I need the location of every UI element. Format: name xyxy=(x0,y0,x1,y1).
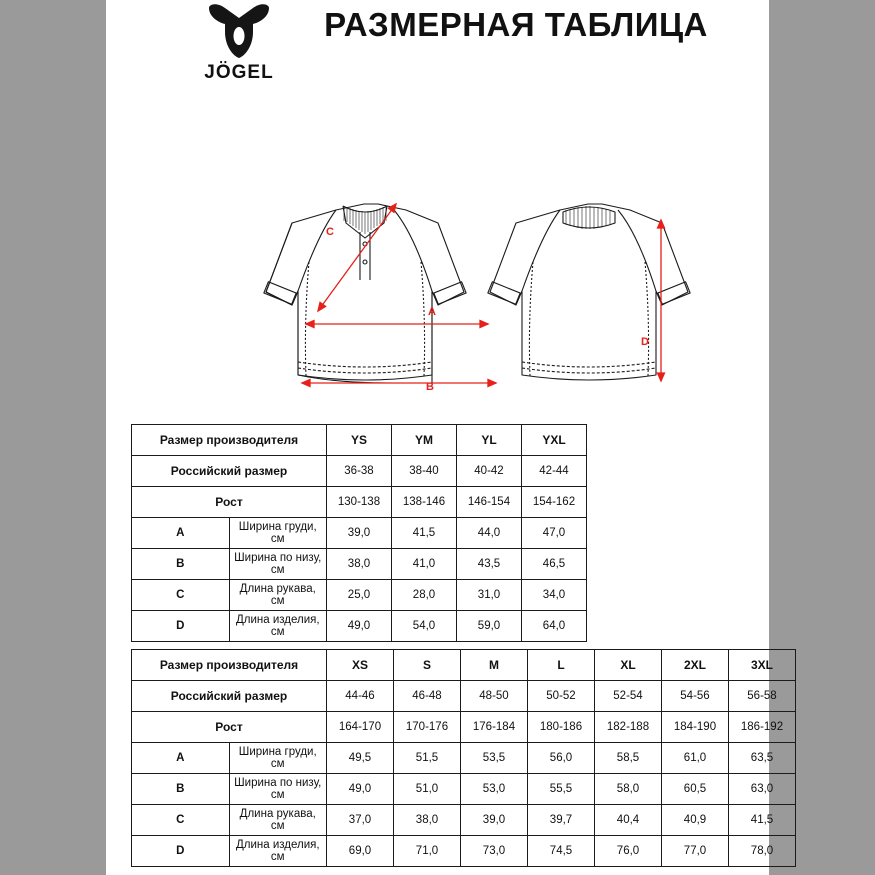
row-letter: D xyxy=(132,611,230,642)
measurement-cell: 138-146 xyxy=(392,487,457,518)
row-letter: B xyxy=(132,549,230,580)
size-table-youth xyxy=(131,424,587,642)
table-row xyxy=(132,580,587,611)
row-label: Российский размер xyxy=(132,456,327,487)
table-row xyxy=(132,743,796,774)
row-label: Ширина груди, см xyxy=(229,518,327,549)
row-label: Рост xyxy=(132,712,327,743)
measurement-cell: 47,0 xyxy=(522,518,587,549)
dimension-label-c: C xyxy=(326,226,334,238)
column-header-size: XL xyxy=(595,650,662,681)
measurement-cell: 51,5 xyxy=(394,743,461,774)
page-header xyxy=(106,0,769,92)
row-label: Ширина по низу, см xyxy=(229,774,327,805)
measurement-cell: 44,0 xyxy=(457,518,522,549)
measurement-cell: 180-186 xyxy=(528,712,595,743)
measurement-cell: 164-170 xyxy=(327,712,394,743)
row-label: Ширина груди, см xyxy=(229,743,327,774)
measurement-cell: 56-58 xyxy=(729,681,796,712)
measurement-cell: 51,0 xyxy=(394,774,461,805)
polo-shirt-diagram xyxy=(106,92,769,412)
measurement-cell: 40,9 xyxy=(662,805,729,836)
brand-wordmark: JÖGEL xyxy=(204,62,274,83)
row-letter: B xyxy=(132,774,230,805)
table-row xyxy=(132,518,587,549)
column-header-size: XS xyxy=(327,650,394,681)
column-header-size: M xyxy=(461,650,528,681)
measurement-cell: 50-52 xyxy=(528,681,595,712)
row-label: Ширина по низу, см xyxy=(229,549,327,580)
measurement-cell: 40,4 xyxy=(595,805,662,836)
table-row xyxy=(132,611,587,642)
measurement-cell: 41,5 xyxy=(392,518,457,549)
measurement-cell: 63,0 xyxy=(729,774,796,805)
column-header-size: 2XL xyxy=(662,650,729,681)
measurement-cell: 39,0 xyxy=(461,805,528,836)
table-row xyxy=(132,456,587,487)
measurement-cell: 55,5 xyxy=(528,774,595,805)
table-row xyxy=(132,712,796,743)
measurement-cell: 63,5 xyxy=(729,743,796,774)
measurement-cell: 46,5 xyxy=(522,549,587,580)
row-letter: D xyxy=(132,836,230,867)
measurement-cell: 53,0 xyxy=(461,774,528,805)
measurement-cell: 58,5 xyxy=(595,743,662,774)
row-label: Рост xyxy=(132,487,327,518)
measurement-cell: 52-54 xyxy=(595,681,662,712)
measurement-cell: 42-44 xyxy=(522,456,587,487)
dimension-label-b: B xyxy=(426,381,434,393)
measurement-cell: 74,5 xyxy=(528,836,595,867)
measurement-cell: 146-154 xyxy=(457,487,522,518)
measurement-cell: 36-38 xyxy=(327,456,392,487)
measurement-cell: 31,0 xyxy=(457,580,522,611)
measurement-cell: 41,0 xyxy=(392,549,457,580)
measurement-cell: 77,0 xyxy=(662,836,729,867)
column-header-manufacturer-size: Размер производителя xyxy=(132,425,327,456)
measurement-cell: 64,0 xyxy=(522,611,587,642)
row-letter: C xyxy=(132,580,230,611)
measurement-cell: 25,0 xyxy=(327,580,392,611)
measurement-cell: 43,5 xyxy=(457,549,522,580)
column-header-size: YXL xyxy=(522,425,587,456)
measurement-cell: 58,0 xyxy=(595,774,662,805)
measurement-cell: 49,0 xyxy=(327,774,394,805)
garment-illustration xyxy=(106,92,769,412)
dimension-label-a: A xyxy=(428,306,436,318)
measurement-cell: 38-40 xyxy=(392,456,457,487)
measurement-cell: 176-184 xyxy=(461,712,528,743)
table-row xyxy=(132,549,587,580)
measurement-cell: 59,0 xyxy=(457,611,522,642)
row-label: Длина изделия, см xyxy=(229,836,327,867)
measurement-cell: 38,0 xyxy=(394,805,461,836)
row-label: Длина рукава, см xyxy=(229,580,327,611)
column-header-size: YM xyxy=(392,425,457,456)
column-header-size: YL xyxy=(457,425,522,456)
table-row xyxy=(132,681,796,712)
measurement-cell: 37,0 xyxy=(327,805,394,836)
column-header-size: S xyxy=(394,650,461,681)
row-letter: C xyxy=(132,805,230,836)
measurement-cell: 54,0 xyxy=(392,611,457,642)
measurement-cell: 154-162 xyxy=(522,487,587,518)
measurement-cell: 71,0 xyxy=(394,836,461,867)
measurement-cell: 39,0 xyxy=(327,518,392,549)
measurement-cell: 38,0 xyxy=(327,549,392,580)
table-row xyxy=(132,805,796,836)
row-letter: A xyxy=(132,743,230,774)
page-title: РАЗМЕРНАЯ ТАБЛИЦА xyxy=(324,6,708,43)
table-row xyxy=(132,774,796,805)
table-row xyxy=(132,487,587,518)
measurement-cell: 49,5 xyxy=(327,743,394,774)
jogel-bull-icon xyxy=(191,2,287,60)
measurement-cell: 61,0 xyxy=(662,743,729,774)
measurement-cell: 69,0 xyxy=(327,836,394,867)
column-header-size: 3XL xyxy=(729,650,796,681)
measurement-cell: 49,0 xyxy=(327,611,392,642)
measurement-cell: 40-42 xyxy=(457,456,522,487)
measurement-cell: 130-138 xyxy=(327,487,392,518)
row-label: Длина рукава, см xyxy=(229,805,327,836)
table-header-row xyxy=(132,650,796,681)
column-header-size: YS xyxy=(327,425,392,456)
brand-logo xyxy=(191,2,287,83)
column-header-manufacturer-size: Размер производителя xyxy=(132,650,327,681)
measurement-cell: 60,5 xyxy=(662,774,729,805)
measurement-cell: 54-56 xyxy=(662,681,729,712)
measurement-cell: 41,5 xyxy=(729,805,796,836)
row-label: Длина изделия, см xyxy=(229,611,327,642)
measurement-cell: 48-50 xyxy=(461,681,528,712)
measurement-cell: 170-176 xyxy=(394,712,461,743)
table-row xyxy=(132,836,796,867)
measurement-cell: 39,7 xyxy=(528,805,595,836)
row-label: Российский размер xyxy=(132,681,327,712)
measurement-cell: 28,0 xyxy=(392,580,457,611)
measurement-cell: 182-188 xyxy=(595,712,662,743)
measurement-cell: 78,0 xyxy=(729,836,796,867)
measurement-cell: 184-190 xyxy=(662,712,729,743)
row-letter: A xyxy=(132,518,230,549)
measurement-cell: 73,0 xyxy=(461,836,528,867)
dimension-label-d: D xyxy=(641,336,649,348)
size-table-adult xyxy=(131,649,796,867)
measurement-cell: 56,0 xyxy=(528,743,595,774)
measurement-cell: 34,0 xyxy=(522,580,587,611)
measurement-cell: 44-46 xyxy=(327,681,394,712)
measurement-cell: 53,5 xyxy=(461,743,528,774)
measurement-cell: 186-192 xyxy=(729,712,796,743)
measurement-cell: 46-48 xyxy=(394,681,461,712)
column-header-size: L xyxy=(528,650,595,681)
measurement-cell: 76,0 xyxy=(595,836,662,867)
size-chart-page xyxy=(106,0,784,875)
table-header-row xyxy=(132,425,587,456)
